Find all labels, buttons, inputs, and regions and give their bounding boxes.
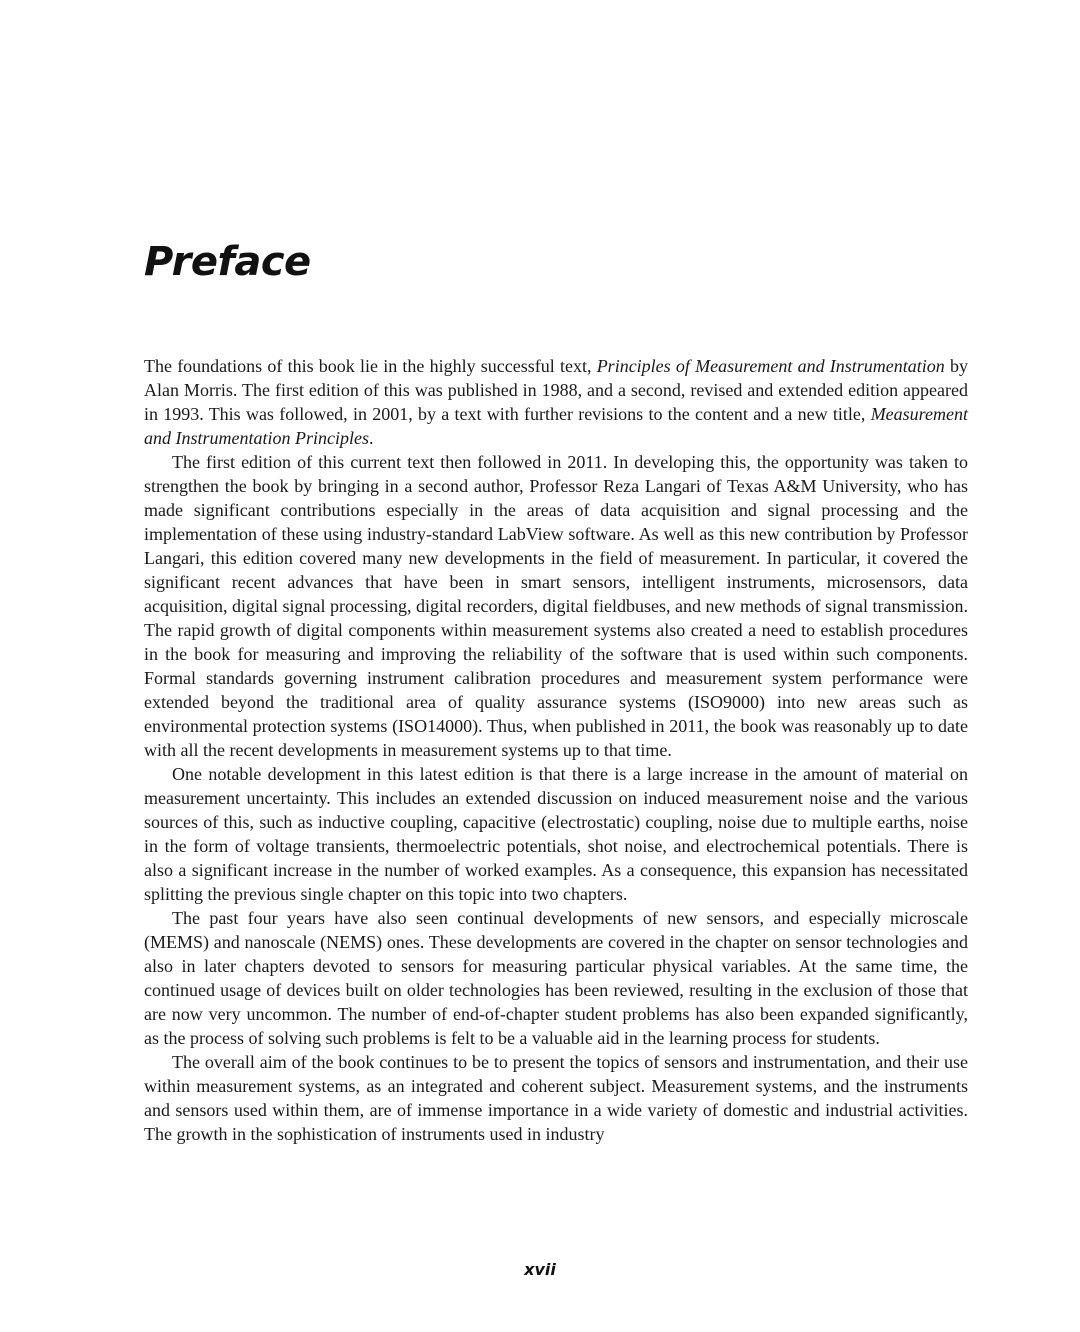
- paragraph-5: [144, 1050, 968, 1146]
- page-number: xvii: [524, 1260, 556, 1279]
- page-title: Preface: [144, 239, 311, 285]
- paragraph-text: by Alan Morris. The first edition of this was published in 1988, and a second, revised and extended edition appeared in 1993. This was followed, in 2001, by a text with further revisions to the content and a new title,: [144, 356, 969, 424]
- preface-body: [144, 354, 968, 1146]
- book-title-principles-of-measurement: Principles of Measurement and Instrumentation: [596, 356, 945, 376]
- paragraph-3: [144, 762, 968, 906]
- paragraph-text: .: [368, 428, 374, 448]
- book-title-measurement-and-instrumentation-principles: Measurement and Instrumentation Principles: [144, 404, 968, 448]
- paragraph-4: [144, 906, 968, 1050]
- paragraph-text: The first edition of this current text then followed in 2011. In developing this, the opportunity was taken to strengthen the book by bringing in a second author, Professor Reza Langari of Texas A&M University, who has made significant contributions especially in the areas of data acquisition and signal processing and the implementation of these using industry-standard LabView software. As well as this new contribution by Professor Langari, this edition covered many new developments in the field of measurement. In particular, it covered the significant recent advances that have been in smart sensors, intelligent instruments, microsensors, data acquisition, digital signal processing, digital recorders, digital fieldbuses, and new methods of signal transmission. The rapid growth of digital components within measurement systems also created a need to establish procedures in the book for measuring and improving the reliability of the software that is used within such components. Formal standards governing instrument calibration procedures and measurement system performance were extended beyond the traditional area of quality assurance systems (ISO9000) into new areas such as environmental protection systems (ISO14000). Thus, when published in 2011, the book was reasonably up to date with all the recent developments in measurement systems up to that time.: [144, 452, 968, 760]
- paragraph-text: The foundations of this book lie in the highly successful text,: [144, 356, 597, 376]
- paragraph-text: One notable development in this latest edition is that there is a large increase in the amount of material on measurement uncertainty. This includes an extended discussion on induced measurement noise and the various sources of this, such as inductive coupling, capacitive (electrostatic) coupling, noise due to multiple earths, noise in the form of voltage transients, thermoelectric potentials, shot noise, and electrochemical potentials. There is also a significant increase in the number of worked examples. As a consequence, this expansion has necessitated splitting the previous single chapter on this topic into two chapters.: [144, 764, 968, 904]
- paragraph-text: The overall aim of the book continues to be to present the topics of sensors and instrumentation, and their use within measurement systems, as an integrated and coherent subject. Measurement systems, and the instruments and sensors used within them, are of immense importance in a wide variety of domestic and industrial activities. The growth in the sophistication of instruments used in industry: [144, 1052, 968, 1144]
- paragraph-text: The past four years have also seen continual developments of new sensors, and especially microscale (MEMS) and nanoscale (NEMS) ones. These developments are covered in the chapter on sensor technologies and also in later chapters devoted to sensors for measuring particular physical variables. At the same time, the continued usage of devices built on older technologies has been reviewed, resulting in the exclusion of those that are now very uncommon. The number of end-of-chapter student problems has also been expanded significantly, as the process of solving such problems is felt to be a valuable aid in the learning process for students.: [144, 908, 968, 1048]
- paragraph-1: [144, 354, 968, 450]
- paragraph-2: [144, 450, 968, 762]
